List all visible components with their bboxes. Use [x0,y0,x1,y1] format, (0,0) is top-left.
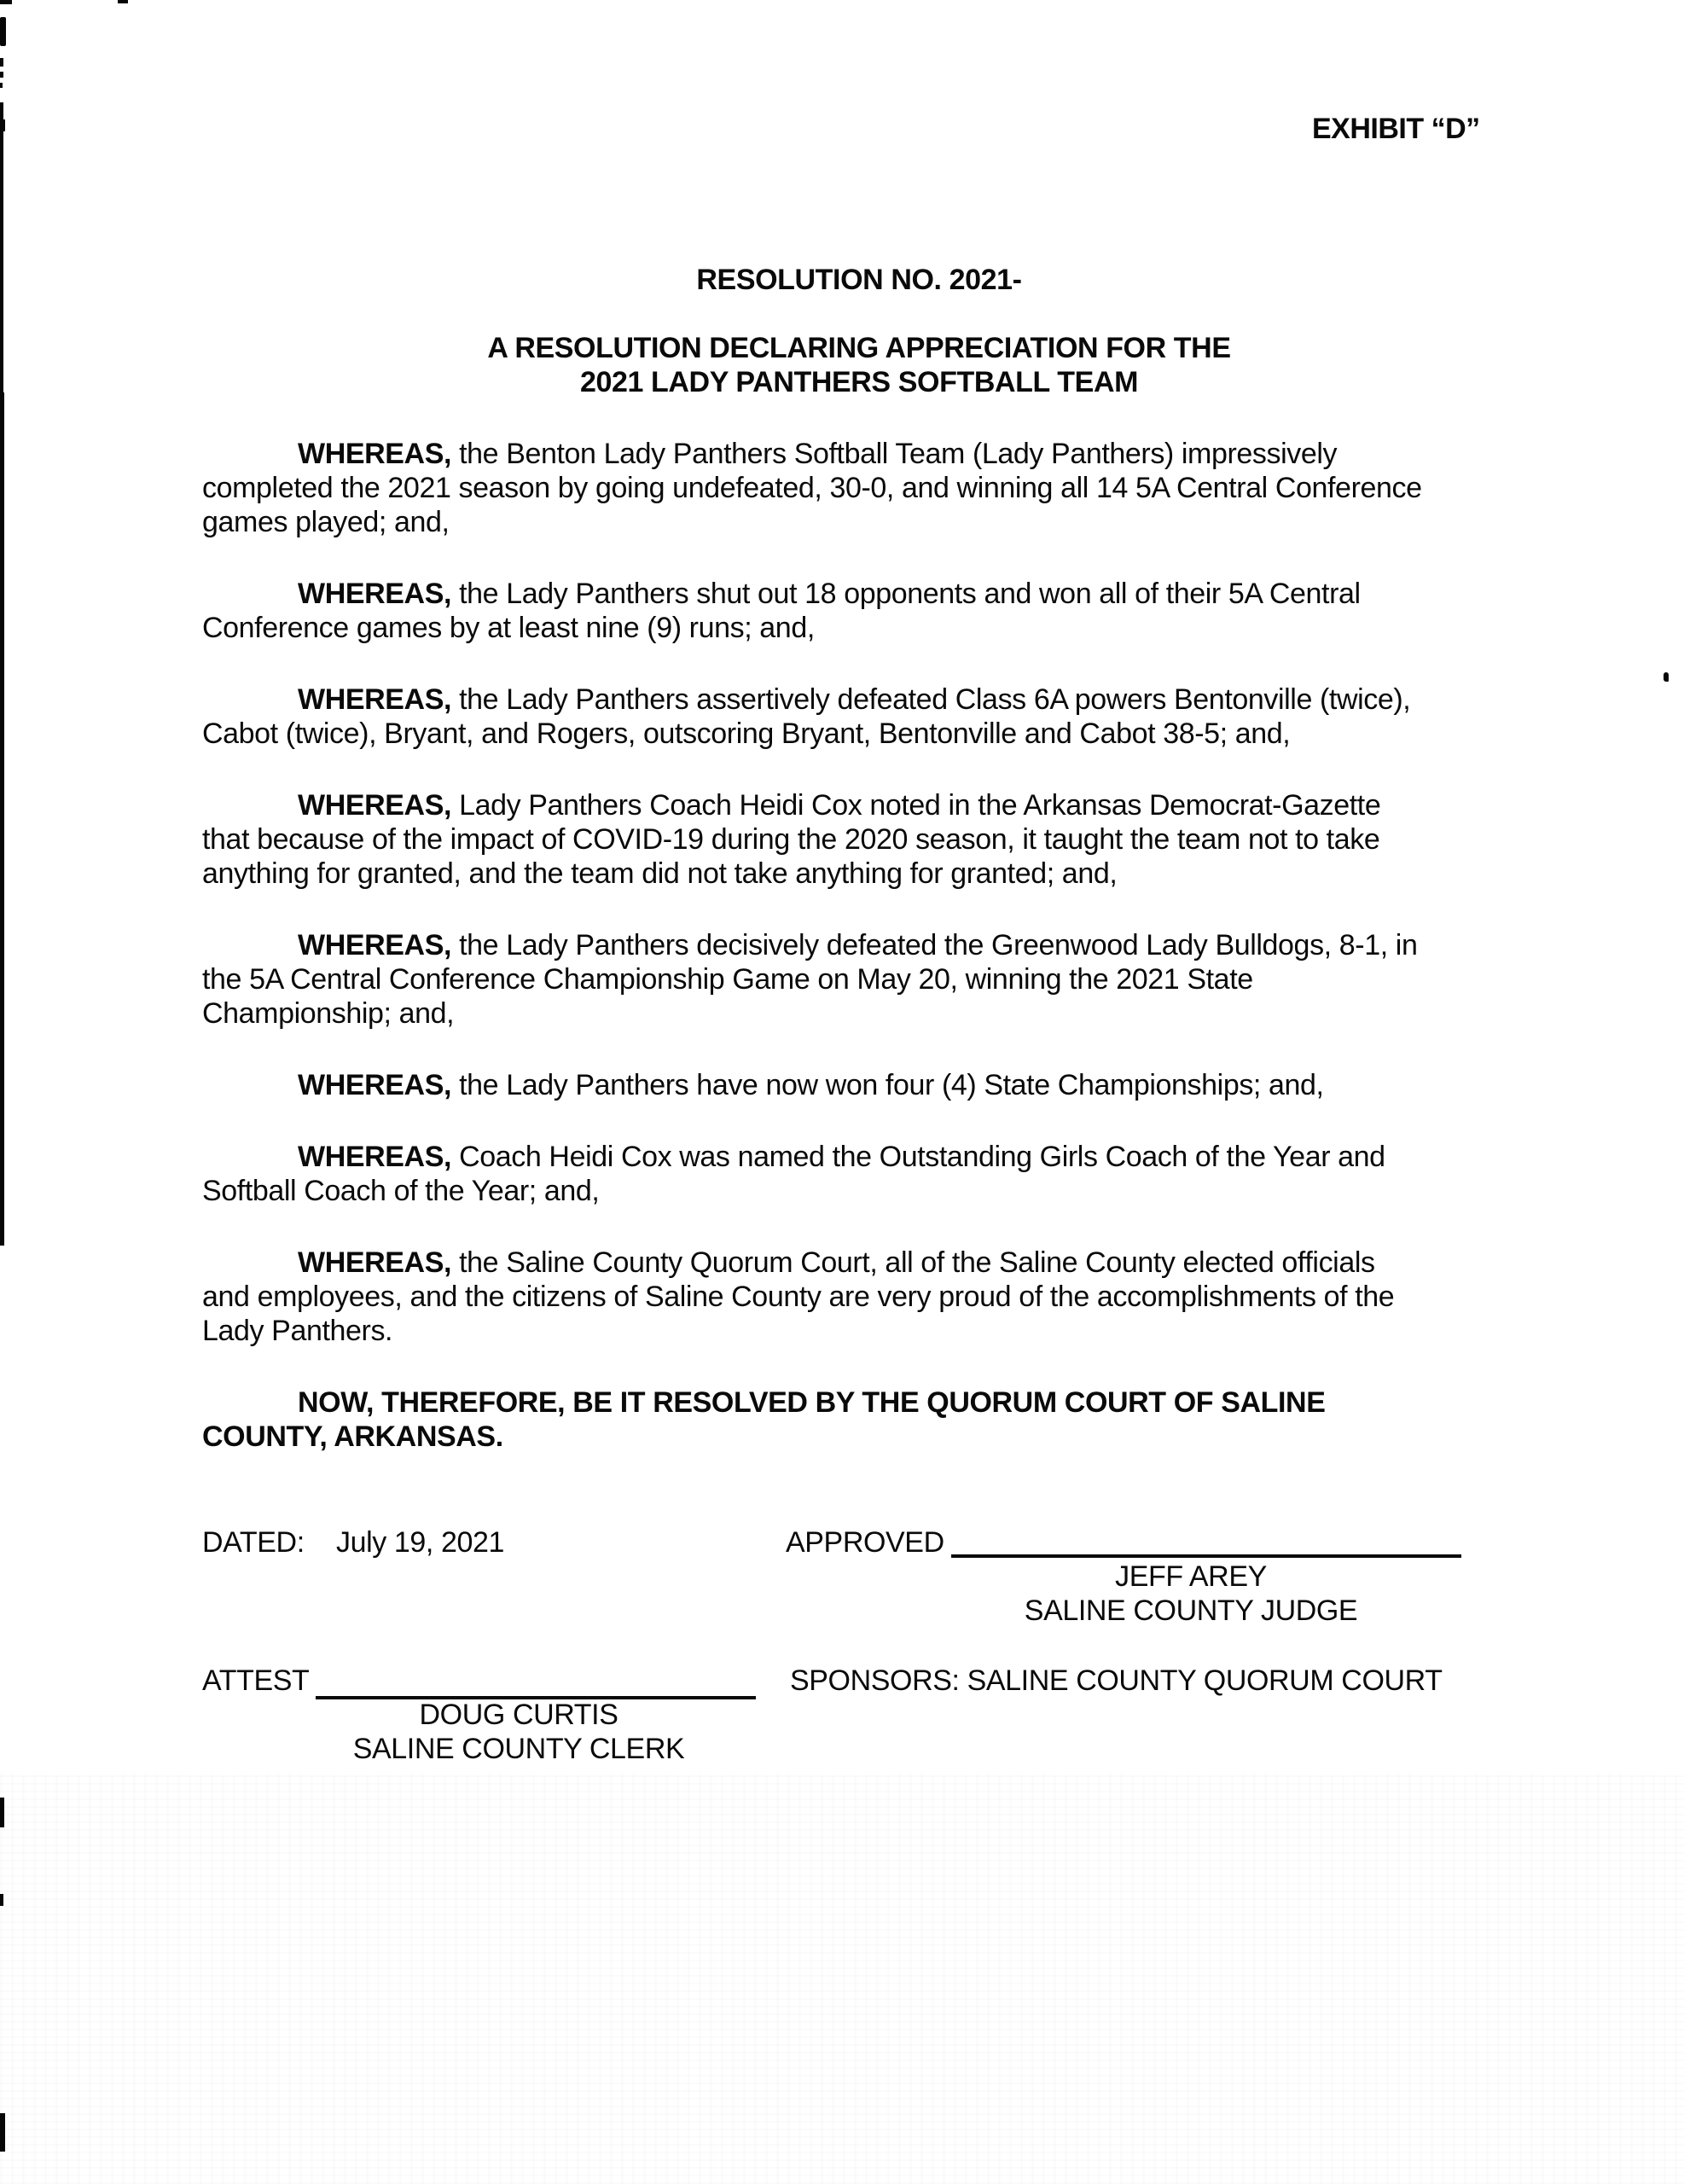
text-line: Softball Coach of the Year; and, [202,1175,600,1207]
whereas-keyword: WHEREAS, [298,1069,452,1101]
text-line: anything for granted, and the team did not take anything for granted; and, [202,857,1118,890]
scan-artifact [1664,672,1669,682]
judge-signature-block [936,1560,1446,1628]
whereas-paragraph-4 [202,788,1516,891]
whereas-keyword: WHEREAS, [298,929,452,961]
text-line [202,1140,1516,1174]
judge-name: JEFF AREY [1115,1560,1267,1593]
whereas-paragraph-8 [202,1246,1516,1348]
resolved-text: NOW, THEREFORE, BE IT RESOLVED BY THE QUORUM COURT OF SALINE [298,1386,1326,1419]
text-line: completed the 2021 season by going undefeated, 30-0, and winning all 14 5A Central Conference [202,472,1422,504]
whereas-paragraph-7 [202,1140,1516,1208]
approved-signature-line [951,1525,1461,1558]
scan-artifact [0,119,5,131]
scan-artifact [0,0,12,4]
whereas-keyword: WHEREAS, [298,1246,452,1279]
text-line [202,1385,1516,1420]
text-line: COUNTY, ARKANSAS. [202,1420,503,1453]
resolution-number: RESOLUTION NO. 2021- [696,264,1022,296]
whereas-keyword: WHEREAS, [298,1141,452,1173]
paragraph-text: the Lady Panthers decisively defeated the Greenwood Lady Bulldogs, 8-1, in [451,929,1418,961]
dated-label: DATED: [202,1526,305,1559]
resolved-clause [202,1385,1516,1454]
text-line: Championship; and, [202,997,455,1030]
document-title [202,331,1516,399]
whereas-paragraph-3 [202,682,1516,751]
clerk-signature-block [299,1698,739,1766]
paragraph-text: the Saline County Quorum Court, all of the Saline County elected officials [451,1246,1375,1279]
text-line [202,437,1516,471]
whereas-keyword: WHEREAS, [298,789,452,822]
paragraph-text: Lady Panthers Coach Heidi Cox noted in the Arkansas Democrat-Gazette [451,789,1381,822]
scan-artifact [0,58,3,67]
judge-title: SALINE COUNTY JUDGE [1024,1594,1358,1627]
whereas-keyword: WHEREAS, [298,578,452,610]
sponsors-text: SPONSORS: SALINE COUNTY QUORUM COURT [790,1664,1443,1697]
attest-sponsors-row [202,1664,1516,1698]
paragraph-text: the Lady Panthers shut out 18 opponents and won all of their 5A Central [451,578,1361,610]
scan-artifact [0,102,3,392]
text-line [202,1068,1516,1102]
whereas-paragraph-2 [202,577,1516,645]
attest-label: ATTEST [202,1664,310,1697]
dated-value: July 19, 2021 [336,1526,505,1559]
text-line [202,682,1516,717]
approved-label: APPROVED [786,1526,944,1559]
scan-artifact [0,83,3,88]
scan-artifact [0,17,6,46]
document-body [202,0,1516,1766]
text-line [202,577,1516,611]
title-line: A RESOLUTION DECLARING APPRECIATION FOR THE [487,332,1231,364]
text-line: the 5A Central Conference Championship Game on May 20, winning the 2021 State [202,963,1253,996]
dated-approved-row [202,1525,1516,1560]
whereas-keyword: WHEREAS, [298,683,452,716]
whereas-paragraph-5 [202,928,1516,1031]
text-line [202,788,1516,822]
scan-noise-region [0,1774,1684,2184]
scan-artifact [118,0,128,3]
exhibit-label: EXHIBIT “D” [1312,113,1480,145]
whereas-paragraph-6 [202,1068,1516,1102]
text-line: that because of the impact of COVID-19 during the 2020 season, it taught the team not to take [202,823,1380,856]
text-line: Conference games by at least nine (9) runs; and, [202,612,815,644]
scan-artifact [0,392,4,1246]
paragraph-text: the Benton Lady Panthers Softball Team (Lady Panthers) impressively [451,438,1338,470]
text-line: and employees, and the citizens of Saline County are very proud of the accomplishments of the [202,1281,1395,1313]
scan-artifact [0,72,3,78]
paragraph-text: Coach Heidi Cox was named the Outstanding Girls Coach of the Year and [451,1141,1385,1173]
clerk-name: DOUG CURTIS [419,1699,618,1731]
whereas-keyword: WHEREAS, [298,438,452,470]
text-line: games played; and, [202,506,450,538]
text-line: Lady Panthers. [202,1315,393,1347]
paragraph-text: the Lady Panthers assertively defeated Class 6A powers Bentonville (twice), [451,683,1411,716]
attest-signature-line [316,1667,756,1699]
text-line: Cabot (twice), Bryant, and Rogers, outscoring Bryant, Bentonville and Cabot 38-5; and, [202,717,1291,750]
text-line [202,928,1516,962]
paragraph-text: the Lady Panthers have now won four (4) State Championships; and, [451,1069,1324,1101]
title-line: 2021 LADY PANTHERS SOFTBALL TEAM [579,366,1139,398]
clerk-title: SALINE COUNTY CLERK [352,1733,685,1765]
text-line [202,1246,1516,1280]
whereas-paragraph-1 [202,437,1516,539]
